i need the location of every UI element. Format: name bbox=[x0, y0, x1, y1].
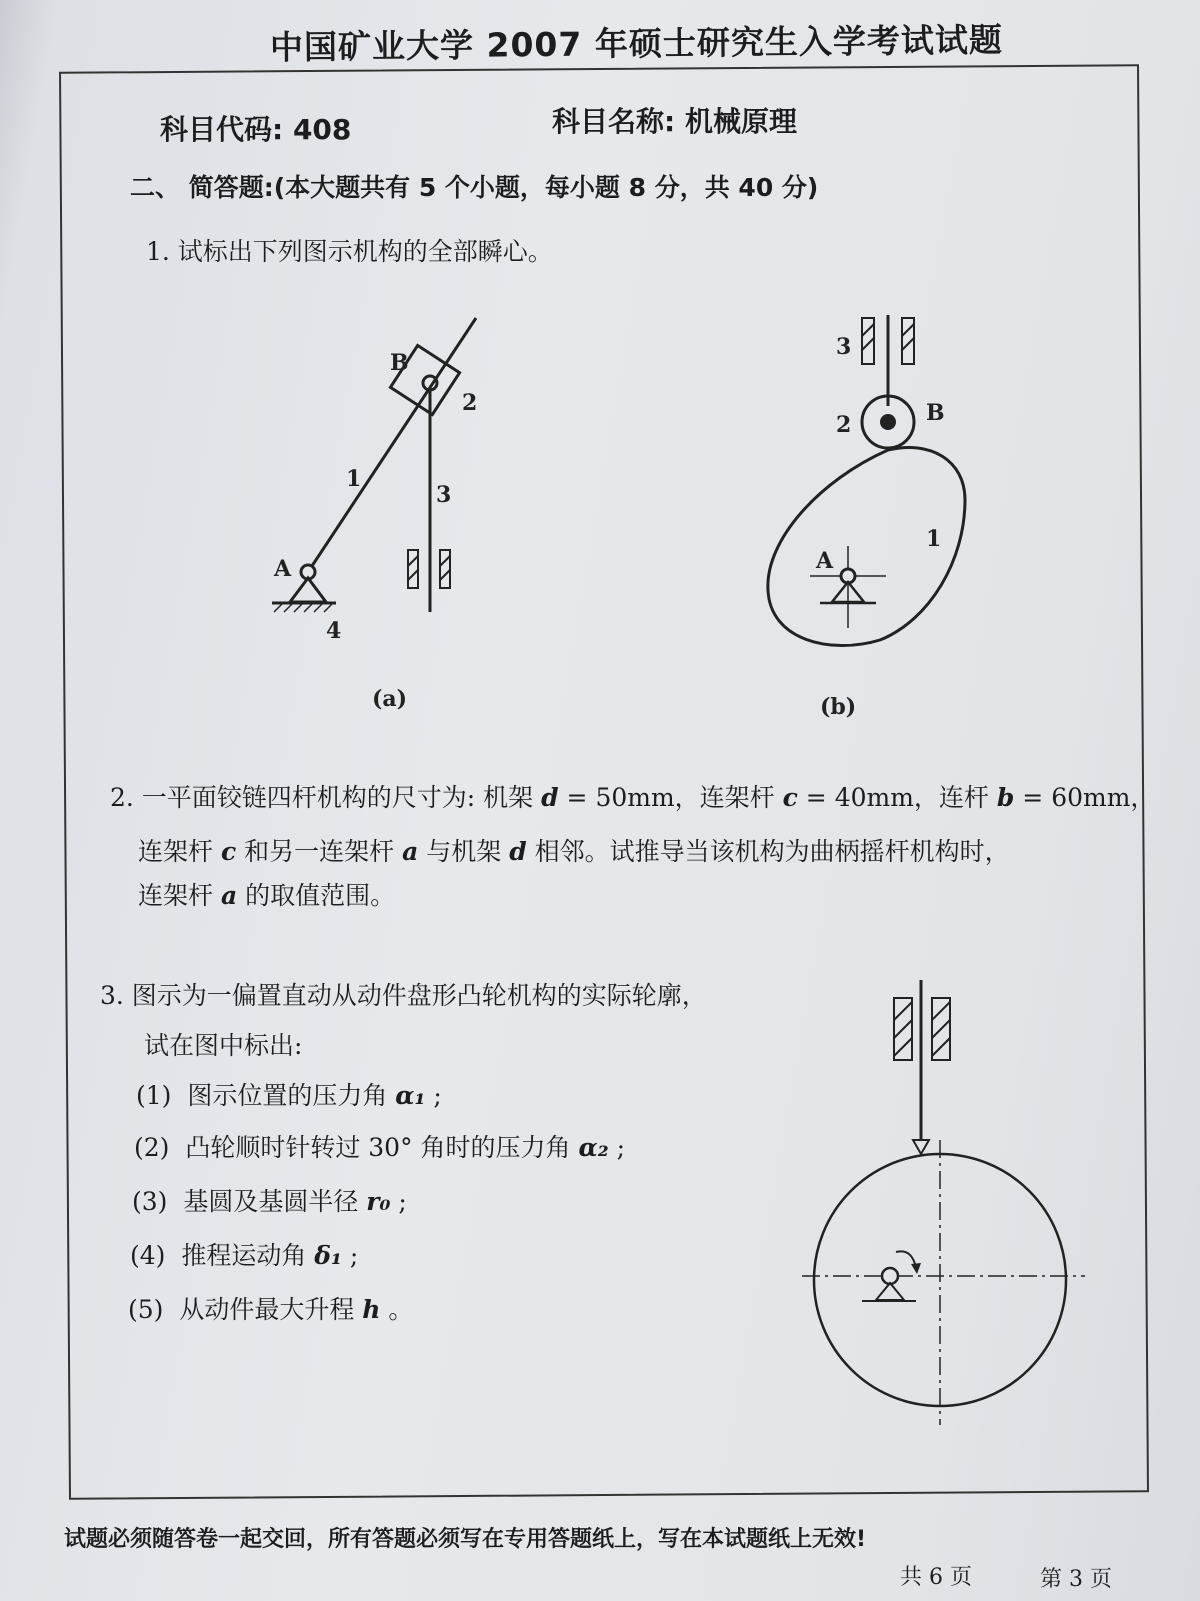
label-B: B bbox=[390, 350, 409, 376]
q3-item-4 bbox=[130, 1236, 358, 1272]
text: 基圆及基圆半径 bbox=[183, 1187, 367, 1216]
var-c: c bbox=[782, 783, 798, 812]
text: 和另一连架杆 bbox=[236, 837, 403, 866]
footer-notice: 试题必须随答卷一起交回，所有答题必须写在专用答题纸上，写在本试题纸上无效! bbox=[64, 1527, 867, 1552]
symbol: δ₁ bbox=[314, 1241, 342, 1270]
figure-b-cam bbox=[760, 310, 990, 730]
q3-item-3 bbox=[132, 1182, 407, 1218]
var-c: c bbox=[220, 837, 237, 866]
page-number: 第 3 页 bbox=[1040, 1567, 1112, 1592]
label-4: 4 bbox=[326, 618, 342, 644]
num: (1) bbox=[136, 1081, 172, 1110]
text: = 50mm，连架杆 bbox=[558, 783, 783, 812]
end: ; bbox=[425, 1081, 442, 1110]
num: (3) bbox=[132, 1187, 168, 1216]
symbol: α₁ bbox=[395, 1081, 426, 1110]
num: (2) bbox=[134, 1133, 170, 1162]
caption-a: (a) bbox=[372, 686, 408, 712]
text: = 60mm， bbox=[1014, 783, 1156, 812]
label-3: 3 bbox=[436, 482, 452, 508]
text: 与机架 bbox=[418, 837, 510, 866]
var-d: d bbox=[509, 837, 527, 866]
label-B: B bbox=[926, 400, 945, 426]
end: ; bbox=[608, 1133, 626, 1162]
end: ; bbox=[341, 1241, 359, 1270]
page-total: 共 6 页 bbox=[900, 1565, 972, 1590]
label-3: 3 bbox=[836, 334, 852, 360]
question-2-line2 bbox=[138, 832, 1010, 868]
text: 2. 一平面铰链四杆机构的尺寸为: 机架 bbox=[110, 783, 542, 812]
text: = 40mm，连杆 bbox=[797, 783, 997, 812]
end: 。 bbox=[380, 1295, 414, 1324]
text: 连架杆 bbox=[138, 881, 221, 910]
subject-name: 科目名称: 机械原理 bbox=[552, 105, 797, 138]
symbol: r₀ bbox=[366, 1187, 391, 1216]
label-A: A bbox=[816, 548, 834, 574]
text: 推程运动角 bbox=[181, 1241, 315, 1270]
question-3-line1: 3. 图示为一偏置直动从动件盘形凸轮机构的实际轮廓， bbox=[100, 981, 707, 1010]
section-heading: 二、 简答题:(本大题共有 5 个小题，每小题 8 分，共 40 分) bbox=[130, 173, 819, 202]
question-3-line2: 试在图中标出: bbox=[144, 1031, 303, 1060]
num: (4) bbox=[130, 1241, 166, 1270]
var-d: d bbox=[541, 783, 559, 812]
text: 连架杆 bbox=[138, 837, 221, 866]
text: 从动件最大升程 bbox=[179, 1295, 363, 1324]
text: 凸轮顺时针转过 30° 角时的压力角 bbox=[185, 1133, 579, 1162]
symbol: h bbox=[362, 1295, 381, 1324]
num: (5) bbox=[128, 1295, 164, 1324]
q3-item-5 bbox=[128, 1290, 413, 1326]
text: 图示位置的压力角 bbox=[187, 1081, 396, 1110]
label-1: 1 bbox=[346, 466, 362, 492]
label-2: 2 bbox=[462, 390, 478, 416]
question-2-line3 bbox=[138, 876, 395, 912]
subject-code: 科目代码: 408 bbox=[160, 113, 352, 146]
caption-b: (b) bbox=[820, 694, 857, 720]
label-1: 1 bbox=[926, 526, 942, 552]
label-2: 2 bbox=[836, 412, 852, 438]
var-a: a bbox=[402, 837, 419, 866]
figure-a-slider-crank bbox=[260, 310, 520, 730]
end: ; bbox=[390, 1187, 407, 1216]
question-2-line1 bbox=[110, 778, 1155, 814]
var-a: a bbox=[220, 881, 238, 910]
text: 相邻。试推导当该机构为曲柄摇杆机构时， bbox=[526, 837, 1010, 866]
exam-title: 中国矿业大学 2007 年硕士研究生入学考试试题 bbox=[269, 20, 1004, 67]
text: 的取值范围。 bbox=[237, 881, 396, 910]
figure-cam-q3 bbox=[800, 980, 1100, 1450]
symbol: α₂ bbox=[578, 1133, 609, 1162]
q3-item-2 bbox=[134, 1128, 625, 1164]
label-A: A bbox=[274, 556, 292, 582]
question-1: 1. 试标出下列图示机构的全部瞬心。 bbox=[146, 237, 553, 266]
var-b: b bbox=[996, 783, 1015, 812]
q3-item-1 bbox=[136, 1076, 442, 1112]
